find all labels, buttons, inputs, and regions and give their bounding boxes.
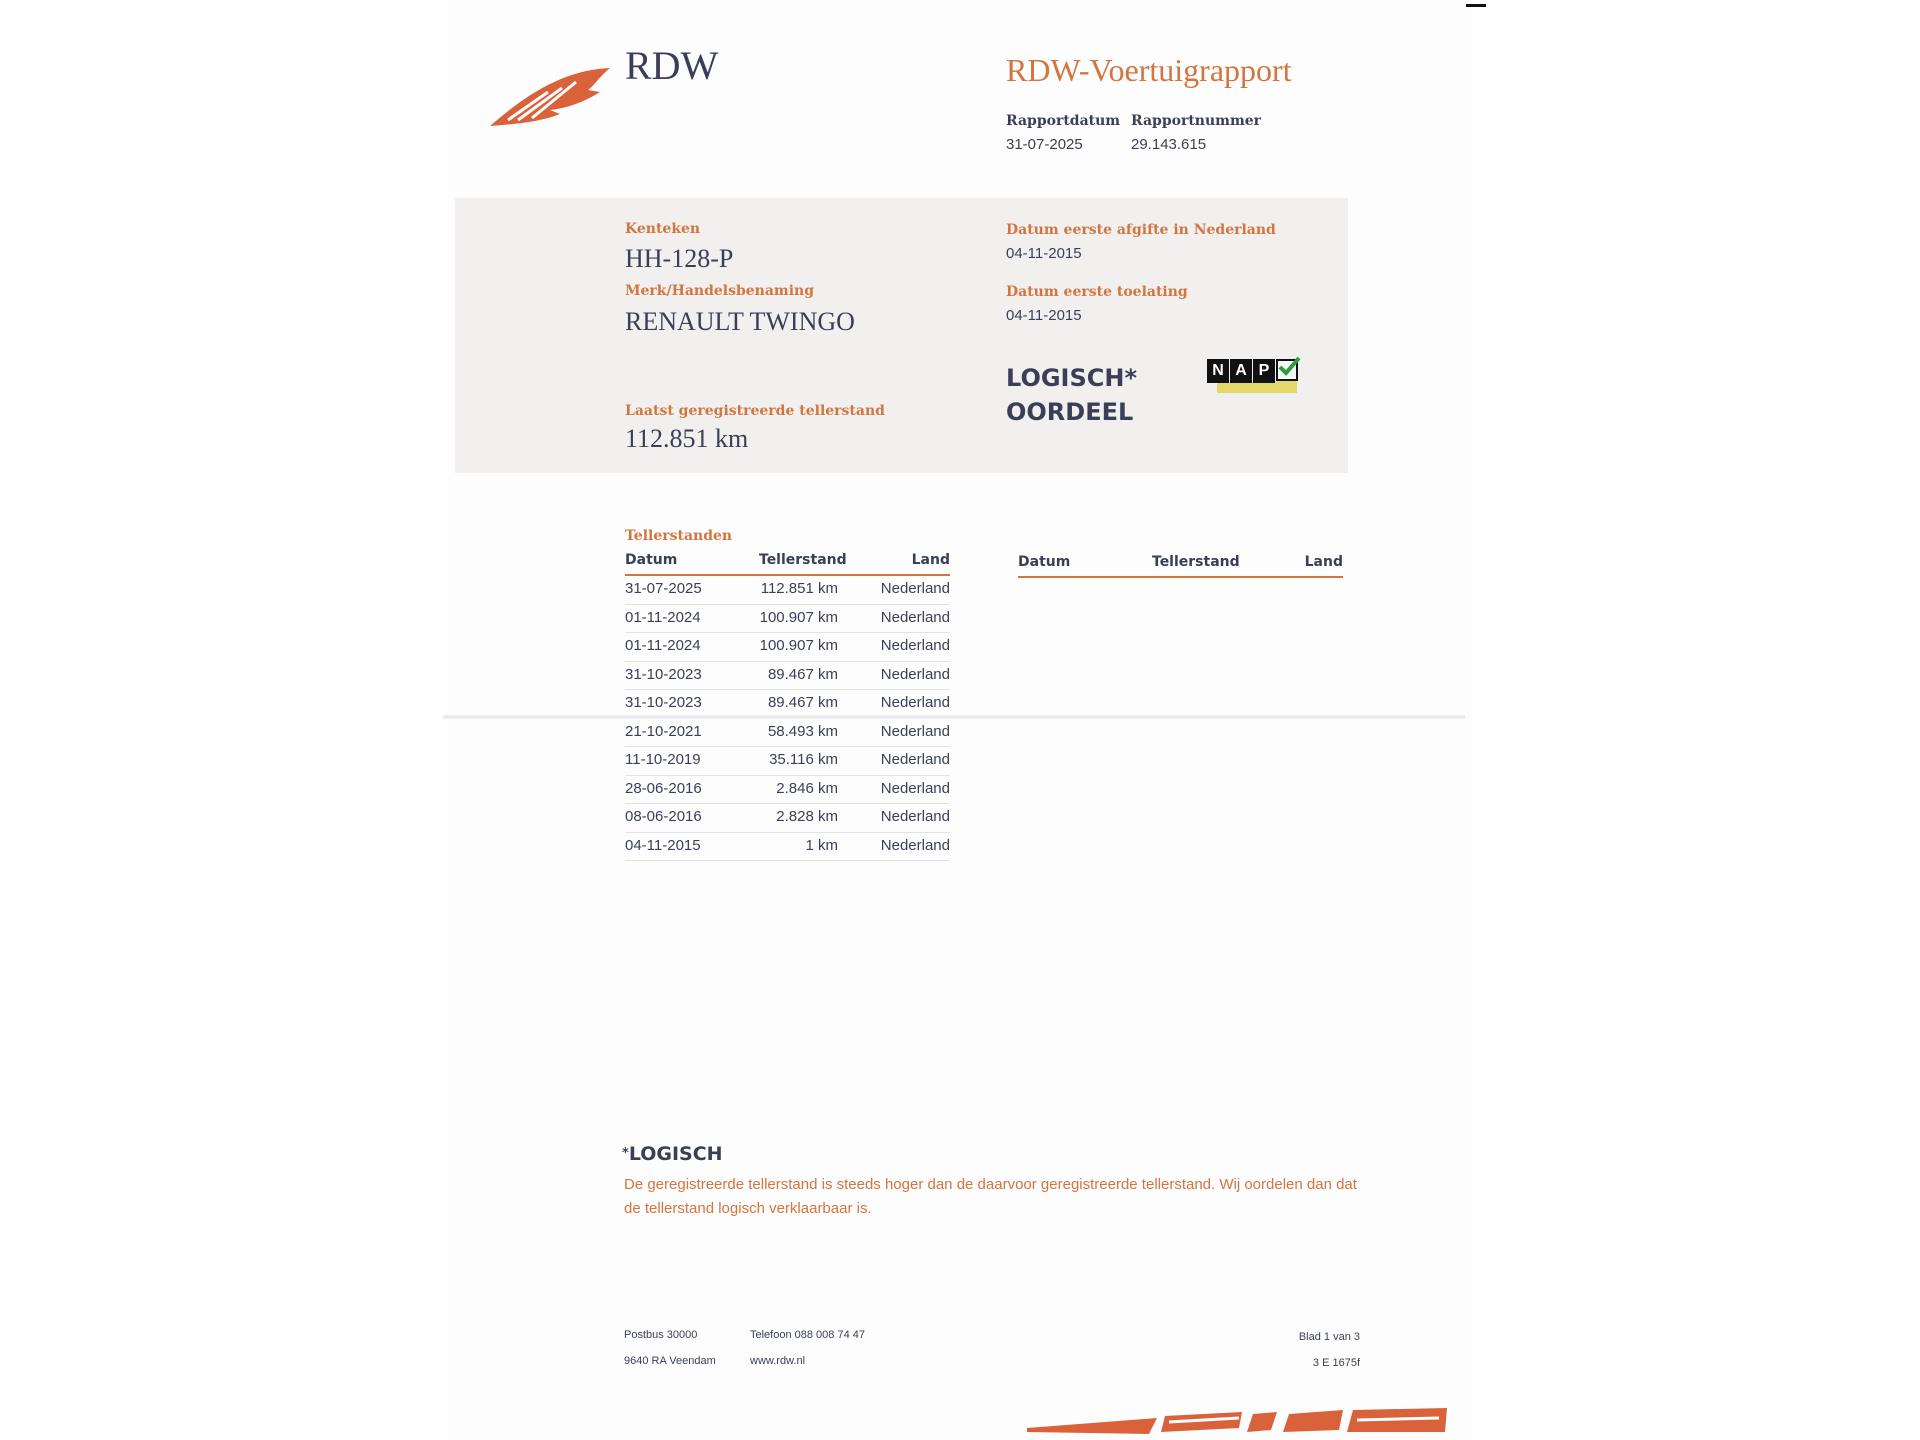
row-reading: 112.851 km — [760, 580, 838, 597]
checkmark-icon — [1277, 355, 1301, 377]
paper-fold-line — [443, 714, 1465, 720]
table-row — [625, 633, 950, 662]
plate-value: HH-128-P — [625, 244, 734, 273]
report-title: RDW-Voertuigrapport — [1006, 52, 1292, 88]
verdict-line2: OORDEEL — [1006, 398, 1134, 426]
row-reading: 89.467 km — [767, 665, 838, 683]
row-date: 31-07-2025 — [625, 580, 702, 597]
footnote-heading: *LOGISCH — [622, 1143, 723, 1165]
col-reading-right: Tellerstand — [1152, 554, 1240, 570]
footer-address1: Postbus 30000 — [624, 1329, 698, 1341]
col-date-right: Datum — [1018, 554, 1071, 570]
row-date: 01-11-2024 — [625, 608, 701, 626]
row-country: Nederland — [880, 608, 950, 626]
footnote-heading-text: LOGISCH — [628, 1143, 723, 1165]
col-country: Land — [911, 552, 950, 568]
row-date: 31-10-2023 — [625, 665, 702, 683]
row-country: Nederland — [880, 808, 950, 825]
col-reading: Tellerstand — [759, 552, 847, 568]
row-country: Nederland — [880, 637, 950, 654]
row-reading: 100.907 km — [759, 637, 838, 654]
table-row — [625, 605, 950, 634]
footer-web: www.rdw.nl — [750, 1355, 806, 1367]
row-reading: 58.493 km — [767, 722, 838, 740]
footer-code: 3 E 1675f — [1312, 1357, 1360, 1369]
report-number: 29.143.615 — [1131, 136, 1207, 153]
row-country: Nederland — [880, 580, 950, 597]
footnote-text: De geregistreerde tellerstand is steeds hoger dan de daarvoor geregistreerde tellerstand. Wij oordelen dan dat de tellerstand logisch verklaarbaar is. — [624, 1176, 1357, 1217]
row-reading: 100.907 km — [759, 608, 838, 626]
nap-letter-p: P — [1253, 359, 1275, 383]
row-country: Nederland — [880, 722, 950, 740]
first-issue-nl-value: 04-11-2015 — [1006, 245, 1082, 262]
nap-letter-a: A — [1230, 359, 1252, 383]
row-date: 21-10-2021 — [625, 722, 702, 740]
make-label: Merk/Handelsbenaming — [625, 283, 815, 299]
table-row — [625, 833, 950, 862]
first-admission-value: 04-11-2015 — [1006, 307, 1082, 324]
readings-table-header-right — [1018, 554, 1343, 578]
row-date: 04-11-2015 — [625, 836, 701, 854]
verdict-line1: LOGISCH* — [1006, 364, 1138, 392]
table-row — [625, 747, 950, 776]
report-date: 31-07-2025 — [1006, 136, 1083, 153]
row-date: 11-10-2019 — [625, 751, 701, 768]
report-date-label: Rapportdatum — [1006, 113, 1121, 129]
scan-mark — [1466, 4, 1486, 7]
row-reading: 1 km — [805, 836, 838, 854]
row-reading: 89.467 km — [767, 694, 838, 711]
table-row — [625, 662, 950, 691]
rdw-logo-icon — [488, 62, 613, 130]
table-row — [625, 576, 950, 605]
row-country: Nederland — [880, 694, 950, 711]
brand-name: RDW — [625, 43, 719, 88]
row-date: 08-06-2016 — [625, 808, 702, 825]
plate-label: Kenteken — [625, 221, 701, 237]
table-row — [625, 719, 950, 748]
nap-check-box — [1276, 359, 1298, 381]
first-admission-label: Datum eerste toelating — [1006, 284, 1188, 300]
col-country-right: Land — [1304, 554, 1343, 570]
odometer-label: Laatst geregistreerde tellerstand — [625, 403, 885, 419]
nap-letter-n: N — [1207, 359, 1229, 383]
row-reading: 35.116 km — [769, 751, 838, 768]
row-date: 01-11-2024 — [625, 637, 701, 654]
row-date: 28-06-2016 — [625, 779, 702, 797]
row-reading: 2.846 km — [776, 779, 838, 797]
footer-stripes-icon — [1027, 1406, 1447, 1436]
row-country: Nederland — [880, 751, 950, 768]
table-row — [625, 804, 950, 833]
vehicle-panel — [455, 198, 1348, 473]
row-date: 31-10-2023 — [625, 694, 702, 711]
readings-title: Tellerstanden — [625, 528, 733, 544]
readings-table-header — [625, 552, 950, 576]
report-number-label: Rapportnummer — [1131, 113, 1262, 129]
first-issue-nl-label: Datum eerste afgifte in Nederland — [1006, 222, 1276, 238]
make-value: RENAULT TWINGO — [625, 307, 855, 336]
row-reading: 2.828 km — [776, 808, 838, 825]
row-country: Nederland — [880, 836, 950, 854]
table-row — [625, 776, 950, 805]
footer-page: Blad 1 van 3 — [1298, 1331, 1360, 1343]
col-date: Datum — [625, 552, 678, 568]
nap-badge-icon — [1207, 359, 1299, 395]
row-country: Nederland — [880, 779, 950, 797]
row-country: Nederland — [880, 665, 950, 683]
footer-phone: Telefoon 088 008 74 47 — [750, 1329, 865, 1341]
footer-address2: 9640 RA Veendam — [624, 1355, 716, 1367]
odometer-value: 112.851 km — [625, 424, 749, 453]
